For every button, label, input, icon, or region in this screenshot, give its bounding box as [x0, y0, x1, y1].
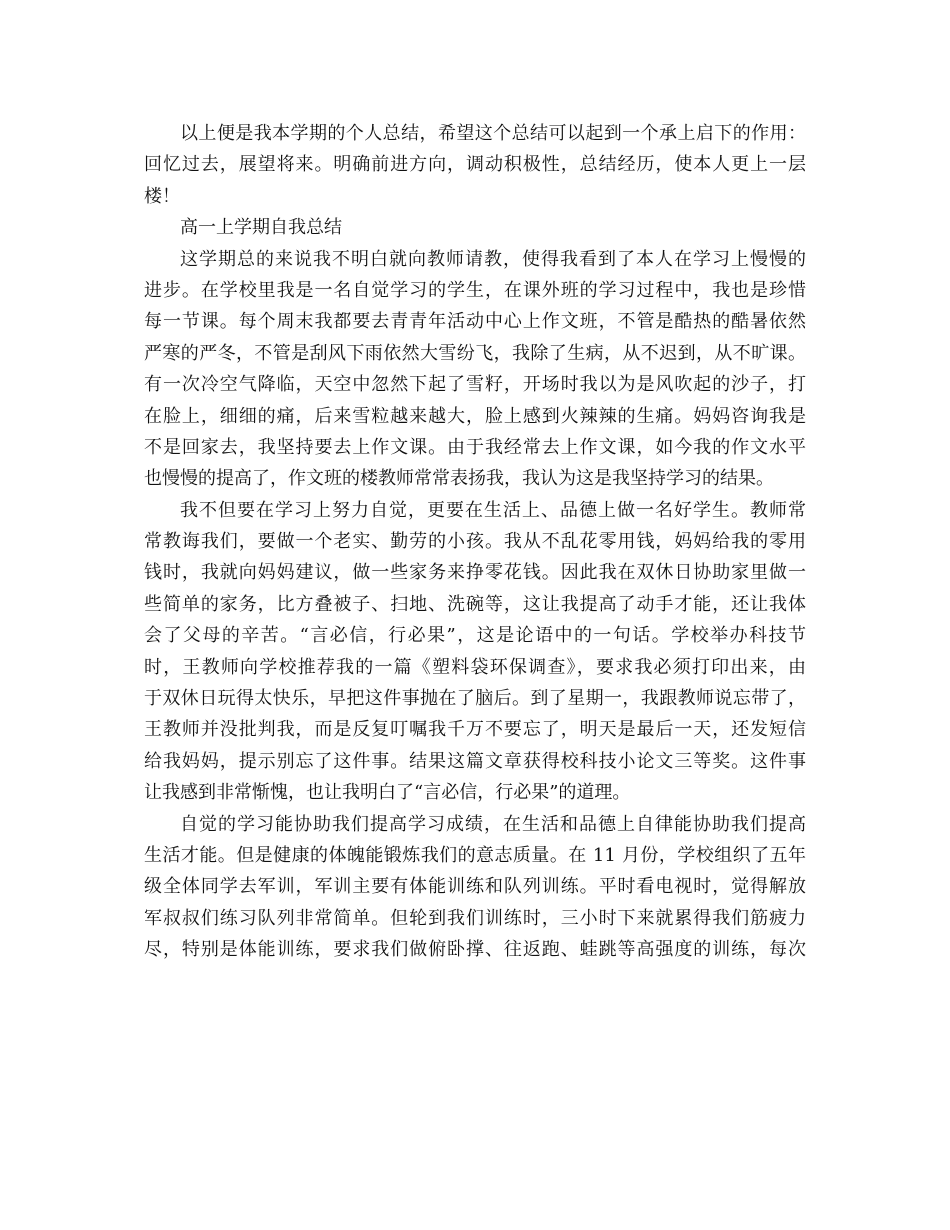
text-line: 尽，特别是体能训练，要求我们做俯卧撑、往返跑、蛙跳等高强度的训练，每次 — [144, 939, 806, 961]
text-line: 于双休日玩得太快乐，早把这件事抛在了脑后。到了星期一，我跟教师说忘带了， — [144, 688, 806, 710]
text-line: 回忆过去，展望将来。明确前进方向，调动积极性，总结经历，使本人更上一层 — [144, 154, 806, 176]
text-line: 生活才能。但是健康的体魄能锻炼我们的意志质量。在 11 月份，学校组织了五年 — [144, 844, 806, 866]
text-line: 在脸上，细细的痛，后来雪粒越来越大，脸上感到火辣辣的生痛。妈妈咨询我是 — [144, 405, 806, 427]
text-line: 时，王教师向学校推荐我的一篇《塑料袋环保调查》，要求我必须打印出来，由 — [144, 656, 806, 678]
text-line: 自觉的学习能协助我们提高学习成绩，在生活和品德上自律能协助我们提高 — [180, 813, 806, 835]
document-body — [144, 118, 806, 966]
section-heading: 高一上学期自我总结 — [180, 217, 342, 239]
text-line: 军叔叔们练习队列非常简单。但轮到我们训练时，三小时下来就累得我们筋疲力 — [144, 907, 806, 929]
text-line: 会了父母的辛苦。“言必信，行必果”，这是论语中的一句话。学校举办科技节 — [144, 625, 806, 647]
text-line: 以上便是我本学期的个人总结，希望这个总结可以起到一个承上启下的作用： — [180, 123, 806, 144]
text-line: 级全体同学去军训，军训主要有体能训练和队列训练。平时看电视时，觉得解放 — [144, 876, 806, 898]
text-line: 常教诲我们，要做一个老实、勤劳的小孩。我从不乱花零用钱，妈妈给我的零用 — [144, 531, 806, 553]
text-line: 每一节课。每个周末我都要去青青年活动中心上作文班，不管是酷热的酷暑依然 — [144, 311, 806, 333]
text-line: 也慢慢的提高了，作文班的楼教师常常表扬我，我认为这是我坚持学习的结果。 — [144, 468, 774, 490]
text-line: 些简单的家务，比方叠被子、扫地、洗碗等，这让我提高了动手才能，还让我体 — [144, 593, 806, 615]
text-line: 王教师并没批判我，而是反复叮嘱我千万不要忘了，明天是最后一天，还发短信 — [144, 719, 806, 741]
text-line: 有一次冷空气降临，天空中忽然下起了雪籽，开场时我以为是风吹起的沙子，打 — [144, 374, 806, 396]
text-line: 给我妈妈，提示别忘了这件事。结果这篇文章获得校科技小论文三等奖。这件事 — [144, 750, 806, 772]
text-line: 我不但要在学习上努力自觉，更要在生活上、品德上做一名好学生。教师常 — [180, 499, 806, 521]
text-line: 严寒的严冬，不管是刮风下雨依然大雪纷飞，我除了生病，从不迟到，从不旷课。 — [144, 342, 806, 364]
text-line: 这学期总的来说我不明白就向教师请教，使得我看到了本人在学习上慢慢的 — [180, 248, 806, 270]
text-line: 楼！ — [144, 185, 180, 207]
text-line: 不是回家去，我坚持要去上作文课。由于我经常去上作文课，如今我的作文水平 — [144, 436, 806, 458]
text-line: 让我感到非常惭愧，也让我明白了“言必信，行必果”的道理。 — [144, 782, 631, 804]
text-line: 进步。在学校里我是一名自觉学习的学生，在课外班的学习过程中，我也是珍惜 — [144, 279, 806, 301]
text-line: 钱时，我就向妈妈建议，做一些家务来挣零花钱。因此我在双休日协助家里做一 — [144, 562, 806, 584]
